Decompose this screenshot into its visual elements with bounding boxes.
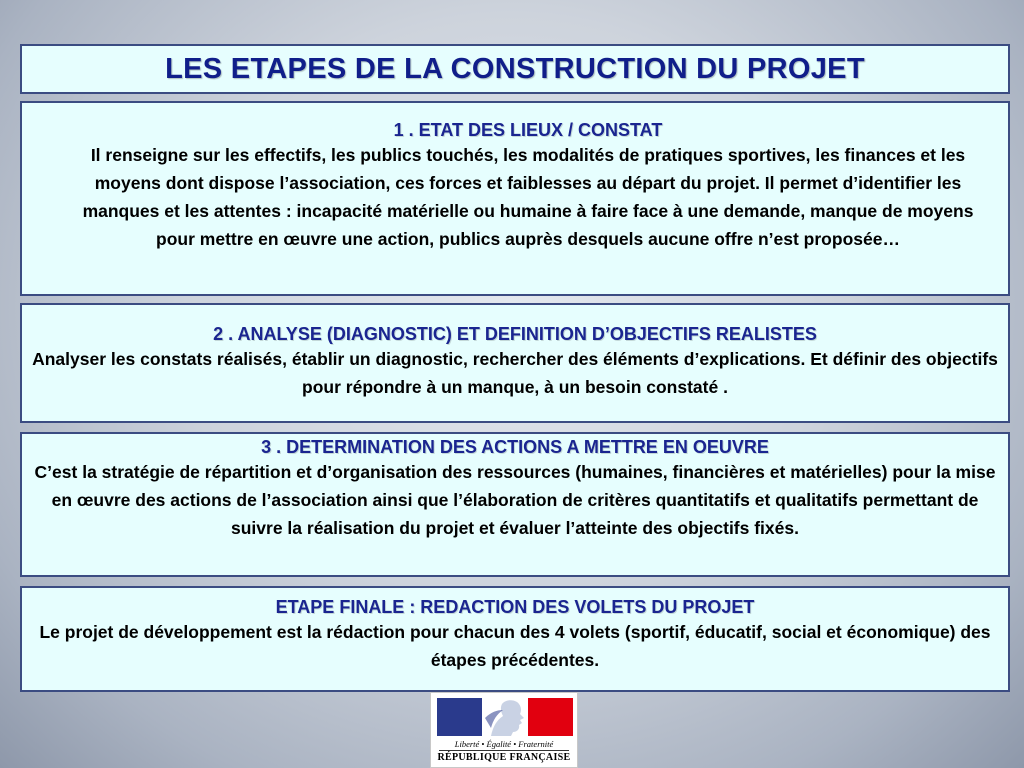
logo-divider xyxy=(439,750,569,751)
page-title: LES ETAPES DE LA CONSTRUCTION DU PROJET xyxy=(165,52,865,85)
section-text: C’est la stratégie de répartition et d’organisation des ressources (humaines, financières et matérielles) pour la mise en œuvre des actions de l’association ainsi que l’élaboration de critères quantitatifs et qualitatifs permettant de suivre la réalisation du projet et évaluer l’atteinte des objectifs fixés. xyxy=(34,462,996,538)
marianne-icon xyxy=(467,698,543,736)
logo-name: RÉPUBLIQUE FRANÇAISE xyxy=(437,752,571,763)
title-box xyxy=(20,44,1010,94)
section-heading: 1 . ETAT DES LIEUX / CONSTAT xyxy=(393,120,663,140)
section-text: Analyser les constats réalisés, établir un diagnostic, rechercher des éléments d’explications. Et définir des objectifs pour répondre à un manque, à un besoin constaté . xyxy=(32,349,998,397)
section-heading: 2 . ANALYSE (DIAGNOSTIC) ET DEFINITION D’OBJECTIFS REALISTES xyxy=(213,324,817,344)
section-heading: ETAPE FINALE : REDACTION DES VOLETS DU PROJET xyxy=(275,597,755,617)
section-determination xyxy=(20,432,1010,577)
section-analyse xyxy=(20,303,1010,423)
section-text: Le projet de développement est la rédaction pour chacun des 4 volets (sportif, éducatif, social et économique) des étapes précédentes. xyxy=(39,622,991,670)
section-etape-finale xyxy=(20,586,1010,692)
section-heading: 3 . DETERMINATION DES ACTIONS A METTRE EN OEUVRE xyxy=(261,437,769,457)
republique-francaise-logo xyxy=(430,692,578,768)
section-text: Il renseigne sur les effectifs, les publics touchés, les modalités de pratiques sportives, les finances et les moyens dont dispose l’association, ces forces et faiblesses au départ du projet. Il permet d’identifier les manques et les attentes : incapacité matérielle ou humaine à faire face à une demande, manque de moyens pour mettre en œuvre une action, publics auprès desquels aucune offre n’est proposée… xyxy=(82,145,974,249)
logo-motto: Liberté • Égalité • Fraternité xyxy=(454,739,554,749)
flag-icon xyxy=(437,698,573,736)
section-etat-des-lieux xyxy=(20,101,1010,296)
